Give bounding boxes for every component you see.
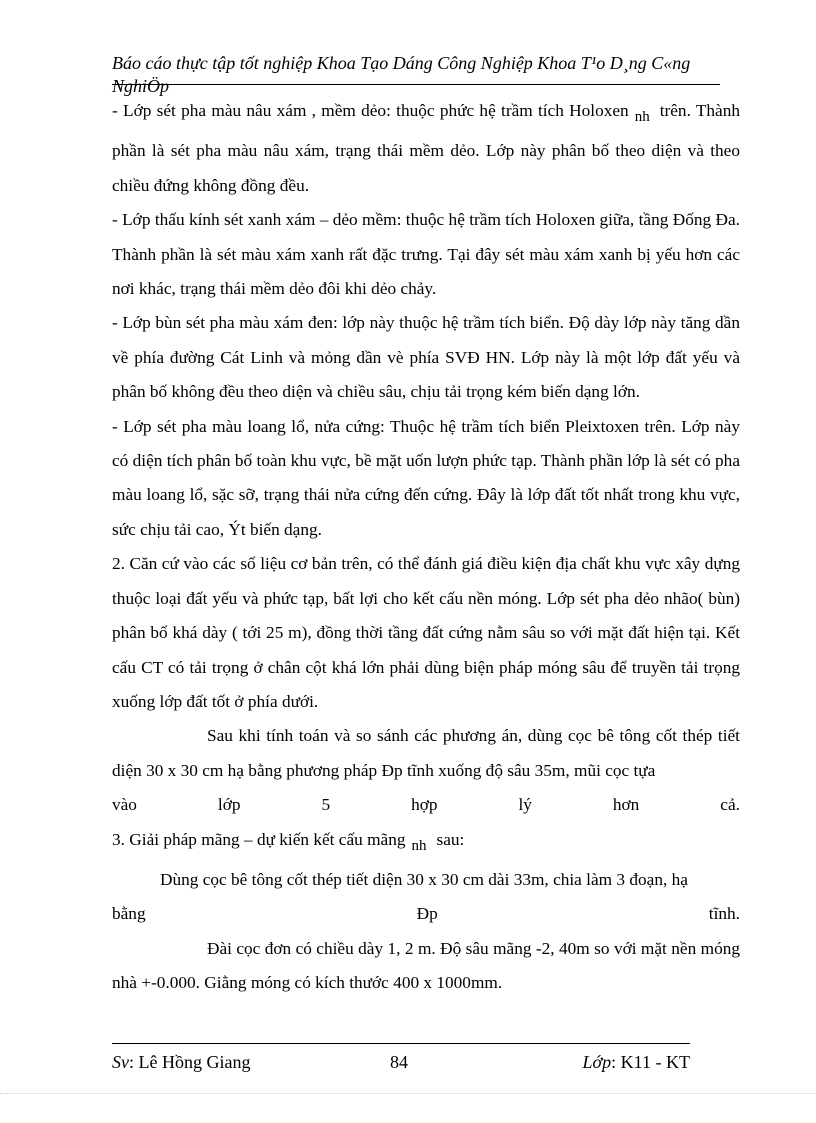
header-divider <box>112 84 720 85</box>
header-line-2: NghiÖp <box>112 76 170 96</box>
page-edge <box>0 1093 816 1094</box>
page-footer <box>112 1050 690 1074</box>
paragraph-7: 3. Giải pháp mãng – dự kiến kết cấu mãng nh sau: <box>112 829 465 854</box>
student-name: Sv: Lê Hồng Giang <box>112 1052 251 1072</box>
paragraph-5: 2. Căn cứ vào các số liệu cơ bản trên, có thể đánh giá điều kiện địa chất khu vực xây dựng thuộc loại đất yếu và phức tạp, bất lợi cho kết cấu nền móng. Lớp sét pha dẻo nhão( bùn) phân bố khá dày ( tới 25 m), đồng thời tầng đất cứng nằm sâu so với mặt đất hiện tại. Kết cấu CT có tải trọng ở chân cột khá lớn phải dùng biện pháp móng sâu để truyền tải trọng xuống lớp đất tốt ở phía dưới. <box>112 554 740 711</box>
subscript: nh <box>411 837 427 854</box>
paragraph-4: - Lớp sét pha màu loang lổ, nửa cứng: Thuộc hệ trầm tích biển Pleixtoxen trên. Lớp này có diện tích phân bố toàn khu vực, bề mặt uốn lượn phức tạp. Thành phần lớp là sét có pha màu loang lổ, sặc sỡ, trạng thái nửa cứng đến cứng. Đây là lớp đất tốt nhất trong khu vực, sức chịu tải cao, Ýt biến dạng. <box>112 416 740 539</box>
class-label: Lớp: K11 - KT <box>582 1052 690 1072</box>
document-body <box>112 94 740 1001</box>
paragraph-6: Sau khi tính toán và so sánh các phương án, dùng cọc bê tông cốt thép tiết diện 30 x 30 cm hạ bằng phương pháp Đp tĩnh xuống độ sâu 35m, mũi cọc tựa <box>112 726 740 780</box>
page-header <box>112 52 712 98</box>
footer-divider <box>112 1043 690 1044</box>
paragraph-1: - Lớp sét pha màu nâu xám , mềm dẻo: thuộc phức hệ trầm tích Holoxen nh trên. Thành phần là sét pha màu nâu xám, trạng thái mềm dẻo. Lớp này phân bố theo diện và theo chiều đứng không đồng đều. <box>112 101 741 195</box>
paragraph-2: - Lớp thấu kính sét xanh xám – dẻo mềm: thuộc hệ trầm tích Holoxen giữa, tầng Đống Đa. Thành phần là sét màu xám xanh rất đặc trưng. Tại đây sét màu xám xanh bị yếu hơn các nơi khác, trạng thái mềm dẻo đôi khi dẻo chảy. <box>112 210 740 299</box>
header-line-1: Báo cáo thực tập tốt nghiệp Khoa Tạo Dáng Công Nghiệp Khoa T¹o D¸ng C«ng <box>112 53 691 73</box>
paragraph-3: - Lớp bùn sét pha màu xám đen: lớp này thuộc hệ trầm tích biển. Độ dày lớp này tăng dần về phía đường Cát Linh và mỏng dần vè phía SVĐ HN. Lớp này là một lớp đất yếu và phân bố không đều theo diện và chiều sâu, chịu tải trọng kém biến dạng lớn. <box>112 313 740 402</box>
subscript: nh <box>634 109 650 125</box>
page-number: 84 <box>390 1052 408 1072</box>
paragraph-9: Đài cọc đơn có chiều dày 1, 2 m. Độ sâu mãng -2, 40m so với mặt nền móng nhà +-0.000. Giằng móng có kích thước 400 x 1000mm. <box>112 938 740 993</box>
paragraph-8-spread-line: bằng Đp tĩnh. <box>112 904 740 924</box>
paragraph-8: Dùng cọc bê tông cốt thép tiết diện 30 x 30 cm dài 33m, chia làm 3 đoạn, hạ <box>160 869 688 889</box>
paragraph-6-spread-line: vào lớp 5 hợp lý hơn cả. <box>112 795 740 815</box>
